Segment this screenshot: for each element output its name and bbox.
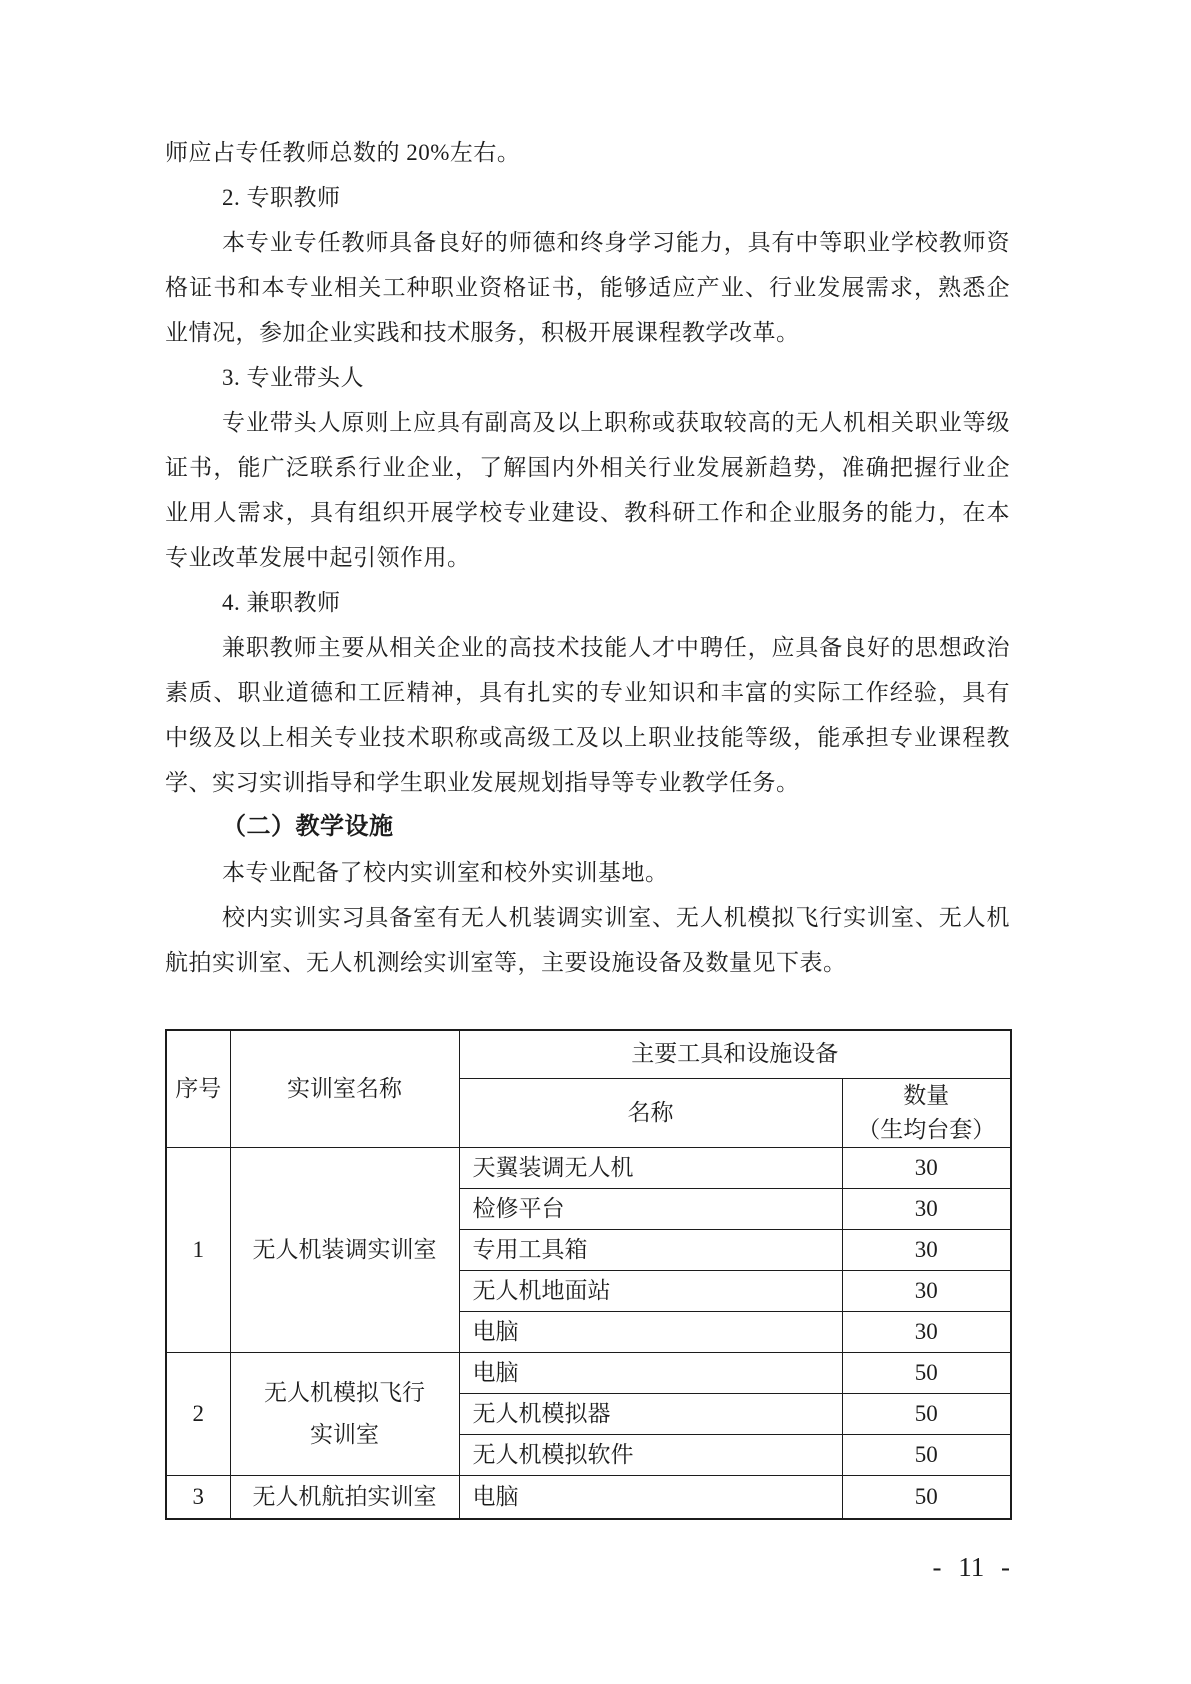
equipment-name: 电脑: [459, 1352, 842, 1393]
room-name-assembly: 无人机装调实训室: [230, 1147, 459, 1352]
equipment-qty: 50: [842, 1352, 1011, 1393]
header-cell-quantity: [842, 1078, 1011, 1147]
paragraph-program-leader: 专业带头人原则上应具有副高及以上职称或获取较高的无人机相关职业等级证书，能广泛联系行业企业，了解国内外相关行业发展新趋势，准确把握行业企业用人需求，具有组织开展学校专业建设、教科研工作和企业服务的能力，在本专业改革发展中起引领作用。: [165, 410, 1010, 570]
table-row: [166, 1475, 1011, 1519]
paragraph-parttime-teachers: 兼职教师主要从相关企业的高技术技能人才中聘任，应具备良好的思想政治素质、职业道德和工匠精神，具有扎实的专业知识和丰富的实际工作经验，具有中级及以上相关专业技术职称或高级工及以上职业技能等级，能承担专业课程教学、实习实训指导和学生职业发展规划指导等专业教学任务。: [165, 635, 1010, 795]
header-cell-serial-number: 序号: [166, 1030, 230, 1147]
table-row: [166, 1147, 1011, 1188]
room-name-aerial-photo: 无人机航拍实训室: [230, 1475, 459, 1519]
paragraph-training-base: 本专业配备了校内实训室和校外实训基地。: [222, 860, 669, 885]
list-item-2-fulltime-teachers: 2. 专职教师: [222, 185, 341, 210]
equipment-qty: 30: [842, 1270, 1011, 1311]
header-cell-tools-equipment: 主要工具和设施设备: [459, 1030, 1011, 1078]
page-number: - 11 -: [932, 1552, 1010, 1582]
equipment-name: 电脑: [459, 1475, 842, 1519]
list-item-4-parttime-teachers: 4. 兼职教师: [222, 590, 341, 615]
row-index-3: 3: [166, 1475, 230, 1519]
equipment-qty: 30: [842, 1311, 1011, 1352]
equipment-name: 专用工具箱: [459, 1229, 842, 1270]
equipment-name: 无人机模拟软件: [459, 1434, 842, 1475]
paragraph-training-rooms: 校内实训实习具备室有无人机装调实训室、无人机模拟飞行实训室、无人机航拍实训室、无人机测绘实训室等，主要设施设备及数量见下表。: [165, 905, 1010, 975]
equipment-name: 检修平台: [459, 1188, 842, 1229]
row-index-2: 2: [166, 1352, 230, 1475]
table-row: [166, 1352, 1011, 1393]
paragraph-fulltime-teachers: 本专业专任教师具备良好的师德和终身学习能力，具有中等职业学校教师资格证书和本专业相关工种职业资格证书，能够适应产业、行业发展需求，熟悉企业情况，参加企业实践和技术服务，积极开展课程教学改革。: [165, 230, 1010, 345]
header-cell-room-name: 实训室名称: [230, 1030, 459, 1147]
header-cell-name: 名称: [459, 1078, 842, 1147]
paragraph-continuation: 师应占专任教师总数的 20%左右。: [165, 140, 521, 165]
equipment-qty: 50: [842, 1434, 1011, 1475]
equipment-qty: 50: [842, 1393, 1011, 1434]
list-item-3-program-leader: 3. 专业带头人: [222, 365, 364, 390]
room-name-simulation: 无人机模拟飞行 实训室: [230, 1352, 459, 1475]
equipment-qty: 30: [842, 1188, 1011, 1229]
equipment-name: 无人机地面站: [459, 1270, 842, 1311]
header-quantity-line2: （生均台套）: [857, 1116, 996, 1142]
equipment-table: [165, 1029, 1012, 1520]
row-index-1: 1: [166, 1147, 230, 1352]
equipment-qty: 50: [842, 1475, 1011, 1519]
equipment-name: 天翼装调无人机: [459, 1147, 842, 1188]
header-quantity-line1: 数量: [903, 1082, 950, 1108]
section-heading-teaching-facilities: （二）教学设施: [222, 814, 394, 840]
equipment-name: 无人机模拟器: [459, 1393, 842, 1434]
equipment-qty: 30: [842, 1229, 1011, 1270]
equipment-qty: 30: [842, 1147, 1011, 1188]
equipment-name: 电脑: [459, 1311, 842, 1352]
